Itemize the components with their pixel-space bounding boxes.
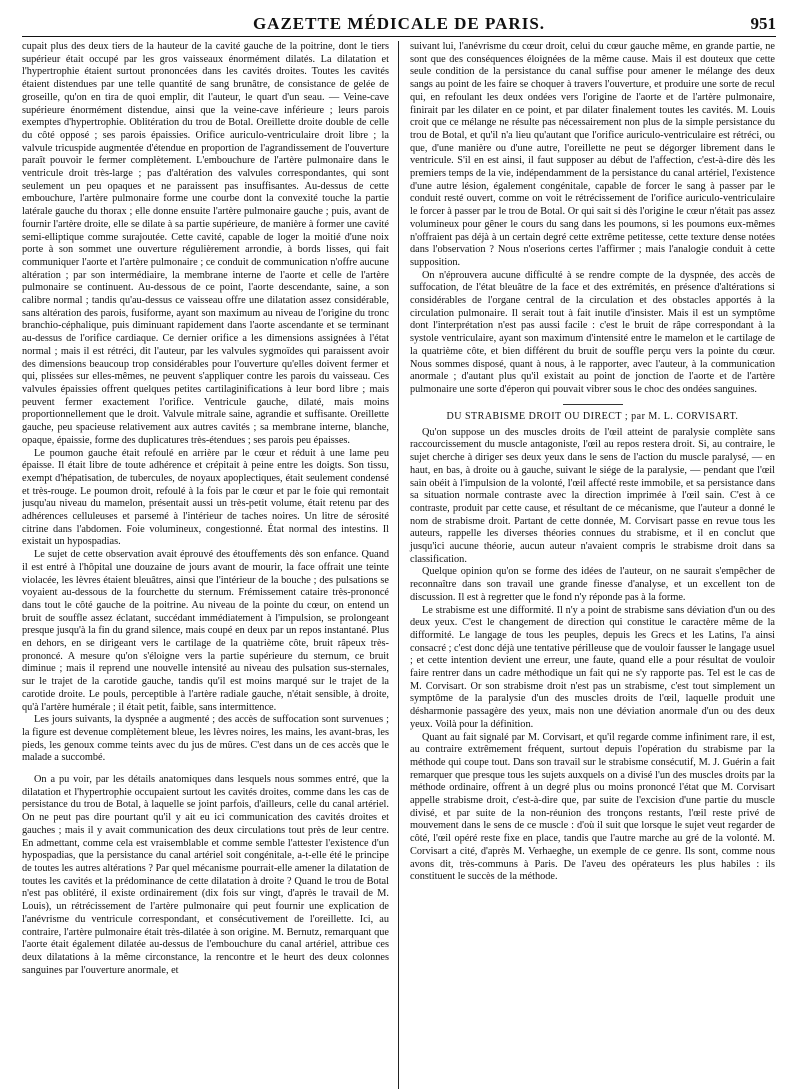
paragraph: Quant au fait signalé par M. Corvisart, et qu'il regarde comme infiniment rare, il est, au contraire extrêmement fréquent, surtout depuis l'opération du strabisme par la méthode qui coupe tout. Dans son travail sur le strabisme consécutif, M. J. Guérin a fait remarquer que presque tous les sujets auxquels on a divisé l'un des muscles droits par la méthode ordinaire, offrent à un degré plus ou moins prononcé l'état que M. Corvisart appelle strabisme droit, c'est-à-dire que, par suite de l'excision d'une partie du muscle divisé, et par suite de la non-réunion des tronçons restants, l'œil reste privé de mouvement dans le sens de ce muscle : d'où il suit que lorsque le sujet veut regarder de côté, l'œil opéré reste fixe en place, tandis que l'autre marche au gré de la volonté. M. Corvisart a cité, d'après M. Verhaeghe, un exemple de ce genre. Ils sont, comme nous avons dit, très-communs à Paris. De l'aveu des opérateurs les plus habiles : ils constituent le succès de la méthode. (410, 731, 775, 883)
paragraph: Les jours suivants, la dyspnée a augmenté ; des accès de suffocation sont survenues ; la figure est devenue complètement bleue, les lèvres noires, les mains, les avant-bras, les pieds, les genoux comme teints avec du jus de mûres. C'est dans un de ces accès que le malade a succombé. (22, 714, 389, 764)
paragraph: On a pu voir, par les détails anatomiques dans lesquels nous sommes entré, que la dilatation et l'hypertrophie occupaient surtout les cavités droites, comme dans les cas de persistance du trou de Botal, à laquelle se joint parfois, d'ailleurs, celle du canal artériel. On ne peut pas dire pourtant qu'il y ait eu ici communication des cavités droites et gauches ; mais il y avait communication des deux circulations tout près de leur centre. En admettant, comme cela est vraisemblable et comme semble l'attester l'existence d'un hypospadias, que la persistance du canal artériel soit congénitale, a-t-elle été le principe de toutes les autres altérations ? Par quel mécanisme pourrait-elle amener la dilatation de toutes les cavités et la prédominance de cette dilatation à droite ? Quand le trou de Botal n'est pas oblitéré, il existe ordinairement (dix fois sur vingt, d'après le travail de M. Louis), un rétrécissement de l'artère pulmonaire qui peut fournir une explication de l'anévrisme du ventricule correspondant, et consécutivement de l'oreillette. Ici, au contraire, l'artère pulmonaire était très-dilatée à son origine. M. Bernutz, remarquant que l'aorte était également dilatée au-dessus de l'embouchure du canal artériel, attribue ces deux dilatations à la même circonstance, la rencontre et le heurt des deux colonnes sanguines par l'ouverture anormale, et (22, 774, 389, 976)
left-column (22, 41, 395, 1089)
right-column (402, 41, 775, 1089)
page-header (22, 12, 776, 37)
section-heading: DU STRABISME DROIT OU DIRECT ; par M. L. CORVISART. (410, 404, 775, 422)
paragraph: cupait plus des deux tiers de la hauteur de la cavité gauche de la poitrine, dont le tiers supérieur était occupé par les gros vaisseaux énormément dilatés. La dilatation et l'hypertrophie étaient surtout prononcées dans les cavités droites. Toutes les cavités étaient distendues par une telle quantité de sang brunâtre, de consistance de gelée de groseille, qu'on en tira de quoi emplir, dit l'auteur, le quart d'un seau. — Veine-cave supérieure énormément distendue, ainsi que la veine-cave inférieure ; leurs parois exemptes d'hypertrophie. Oblitération du trou de Botal. Oreillette droite double de celle du côté opposé ; ses parois épaissies. Orifice auriculo-ventriculaire droit libre ; la valvule tricuspide augmentée d'étendue en proportion de l'agrandissement de l'ouverture paraît pouvoir le fermer complètement. L'embouchure de l'artère pulmonaire dans le ventricule droit très-large ; pas d'altération des valvules correspondantes, qui sont seulement un peu opaques et ne paraissent pas insuffisantes. Au-dessus de cette embouchure, l'artère pulmonaire forme une courbe dont la convexité touche la partie latérale gauche du thorax ; elle donne ensuite l'artère pulmonaire gauche ; puis, avant de fournir l'artère droite, elle se dilate à sa partie supérieure, de manière à former une cavité semi-elliptique comme surajoutée. Cette cavité, capable de loger la moitié d'une noix porte à son sommet une ouverture régulièrement arrondie, à bords lisses, qui fait communiquer l'aorte et l'artère pulmonaire ; ce conduit de communication n'offre aucune altération ; par son intermédiaire, la membrane interne de l'aorte et celle de l'artère pulmonaire se continuent. Au-dessous de ce point, l'aorte descendante, saine, a son calibre normal ; tandis qu'au-dessus ce vaisseau offre une dilatation assez considérable, sans altération des parois, fusiforme, ayant son maximum au niveau de l'origine du tronc branchio-céphalique, puis diminuant rapidement dans l'aorte ascendante et se terminant au-dessus de l'orifice cardiaque. Ce dernier orifice a les dimensions assignées à l'état normal ; mais il est rétréci, dit l'auteur, par les valvules sygmoïdes qui paraissent avoir des dimensions beaucoup trop considérables pour l'ouverture qu'elles doivent fermer et qui, plissées sur elles-mêmes, ne peuvent s'appliquer contre les parois du vaisseau. Ces valvules épaissies offrent quelques petites cartilaginifications à leur bord libre ; mais peuvent fermer exactement l'orifice. Ventricule gauche, dilaté, mais moins proportionnellement que le droit. Valvule mitrale saine, agrandie et suffisante. Oreillette gauche, peu spacieuse relativement aux autres cavités ; sa membrane interne, blanche, opaque, épaissie, forme des duplicatures très-étendues ; ses parois peu épaisses. (22, 41, 389, 446)
paragraph: Quelque opinion qu'on se forme des idées de l'auteur, on ne saurait s'empêcher de reconnaître dans son travail une grande finesse d'analyse, et un excellent ton de discussion. Il est à regretter que le fond n'y réponde pas à la forme. (410, 566, 775, 603)
paragraph: Le sujet de cette observation avait éprouvé des étouffements dès son enfance. Quand il est entré à l'hôpital une douzaine de jours avant de mourir, la face offrait une teinte violacée, les lèvres étaient bleuâtres, ainsi que l'intérieur de la bouche ; des pulsations se voyaient au-dessous de la fourchette du sternum. Frémissement cataire très-prononcé dans tout le côté gauche de la poitrine. Au niveau de la pointe du cœur, on entend un bruit de souffle assez éclatant, succédant immédiatement à l'impulsion, se prolongeant presque jusqu'à la fin du grand silence, mais coupé en deux par un repos instantané. Plus en dehors, en se dirigeant vers le cartilage de la quatrième côte, bruit râpeux très-prononcé. A mesure qu'on s'éloigne vers la partie supérieure du sternum, ce bruit diminue ; mais il reprend une nouvelle intensité au niveau des pulsation sus-sternales, sur le trajet de la carotide gauche, tandis qu'il est moins marqué sur le trajet de la carotide droite. Le pouls, perceptible à l'artère radiale gauche, n'était sensible, à droite, qu'à l'artère humérale ; il était petit, faible, sans intermittence. (22, 549, 389, 713)
paragraph: On n'éprouvera aucune difficulté à se rendre compte de la dyspnée, des accès de suffocation, de l'état bleuâtre de la face et des extrémités, en présence d'altérations si considérables de l'organe central de la circulation et des obstacles apportés à la circulation pulmonaire. Il serait tout à fait inutile d'insister. Mais il est un symptôme dont l'interprétation n'est pas aussi facile : c'est le bruit de râpe correspondant à la systole ventriculaire, ayant son maximum d'intensité entre le mamelon et le cartilage de la quatrième côte, et bien différent du bruit de souffle perçu vers la pointe du cœur. Nous sommes disposé, quant à nous, à le rapporter, avec l'auteur, à la communication anormale ; d'autant plus qu'il existait au point de jonction de l'aorte et de l'artère pulmonaire une sorte d'éperon qui pouvait vibrer sous le choc des ondées sanguines. (410, 269, 775, 395)
column-divider (398, 41, 399, 1089)
page-number: 951 (750, 14, 776, 33)
paragraph: suivant lui, l'anévrisme du cœur droit, celui du cœur gauche même, en grande partie, ne sont que des conséquences éloignées de la même cause. Mais il est douteux que cette seule condition de la persistance du canal suffise pour amener le mélange des deux sangs au point de les faire se choquer à travers l'ouverture, et produire une sorte de recul qui, en refoulant les deux ondées vers l'origine de l'aorte et de l'artère pulmonaire, finirait par les dilater en ce point, et par dilater finalement toutes les cavités. M. Louis croit que ce mélange ne résulte pas nécessairement non plus de la simple persistance du trou de Botal, et qu'il n'a lieu qu'autant que l'orifice auriculo-ventriculaire est rétréci, ou que, d'une manière ou d'une autre, l'oreillette ne peut se dégorger librement dans le ventricule. S'il en est ainsi, il faut supposer au début de l'affection, c'est-à-dire dès les premiers temps de la vie, indépendamment de la persistance du canal artériel, l'existence d'une autre lésion, également congénitale, capable de forcer le sang à passer par le conduit resté ouvert, comme on voit le rétrécissement de l'orifice auriculo-ventriculaire le forcer à passer par le trou de Botal. Or qui sait si dès l'origine le cœur n'était pas assez volumineux pour gêner le cours du sang dans les poumons, si les poumons eux-mêmes n'offraient pas déjà à un certain degré cette extrême petitesse, cette texture dense notées dans l'observation ? Nous n'oserions certes l'affirmer ; mais l'analogie conduit à cette supposition. (410, 41, 775, 268)
text-columns (22, 41, 776, 1089)
paragraph: Qu'on suppose un des muscles droits de l'œil atteint de paralysie complète sans raccourcissement du muscle antagoniste, l'œil au repos restera droit. Si, au contraire, le sujet cherche à diriger ses deux yeux dans le sens de l'action du muscle paralysé, — en haut, en bas, à droite ou à gauche, suivant le siége de la paralysie, — pendant que l'œil sain obéit à l'impulsion de la volonté, l'œil affecté reste immobile, et sa persistance dans sa situation normale contraste avec la direction imprimée à l'œil sain. C'est à ce contraste, produit par cette cause, et résultant de ce mécanisme, que l'auteur a donné le nom de strabisme droit. Partant de cette donnée, M. Corvisart passe en revue tous les auteurs, rappelle les diverses théories connues du strabisme, et il en conclut que jusqu'ici aucune théorie, aucun auteur n'avaient compris le strabisme droit dans sa classification. (410, 426, 775, 565)
journal-title: GAZETTE MÉDICALE DE PARIS. (252, 14, 546, 33)
paragraph: Le strabisme est une difformité. Il n'y a point de strabisme sans déviation d'un ou des deux yeux. C'est le changement de direction qui constitue le caractère même de la difformité. Le langage de tous les peuples, depuis les Grecs et les Latins, l'a ainsi consacré ; c'est donc déjà une tentative périlleuse que de vouloir fausser le langage usuel ; et cette intention devient une erreur, une faute, quand elle a pour résultat de vouloir faire rentrer dans un cadre méthodique un fait qui ne s'y rapporte pas. Tel est le cas de M. Corvisart. Or son strabisme droit n'est pas un strabisme, c'est tout simplement un symptôme de la paralysie d'un des muscles droits de l'œil, laquelle produit une désharmonie passagère des yeux, mais non une déviation anormale d'un ou des deux yeux. Voilà pour la définition. (410, 604, 775, 730)
paragraph: Le poumon gauche était refoulé en arrière par le cœur et réduit à une lame peu épaisse. Il était libre de toute adhérence et crépitait à peine entre les doigts. Son tissu, exempt d'hépatisation, de tubercules, de noyaux apoplectiques, était seulement condensé et très-rouge. Le poumon droit, refoulé à la fois par le cœur et par le foie qui remontait jusqu'au niveau du mamelon, présentait aussi un très-petit volume, était retenu par des adhérences celluleuses et parsemé à l'intérieur de taches noires. Un litre de sérosité citrine dans l'abdomen. Foie volumineux, congestionné. État normal des intestins. Il existait un hypospadias. (22, 447, 389, 548)
